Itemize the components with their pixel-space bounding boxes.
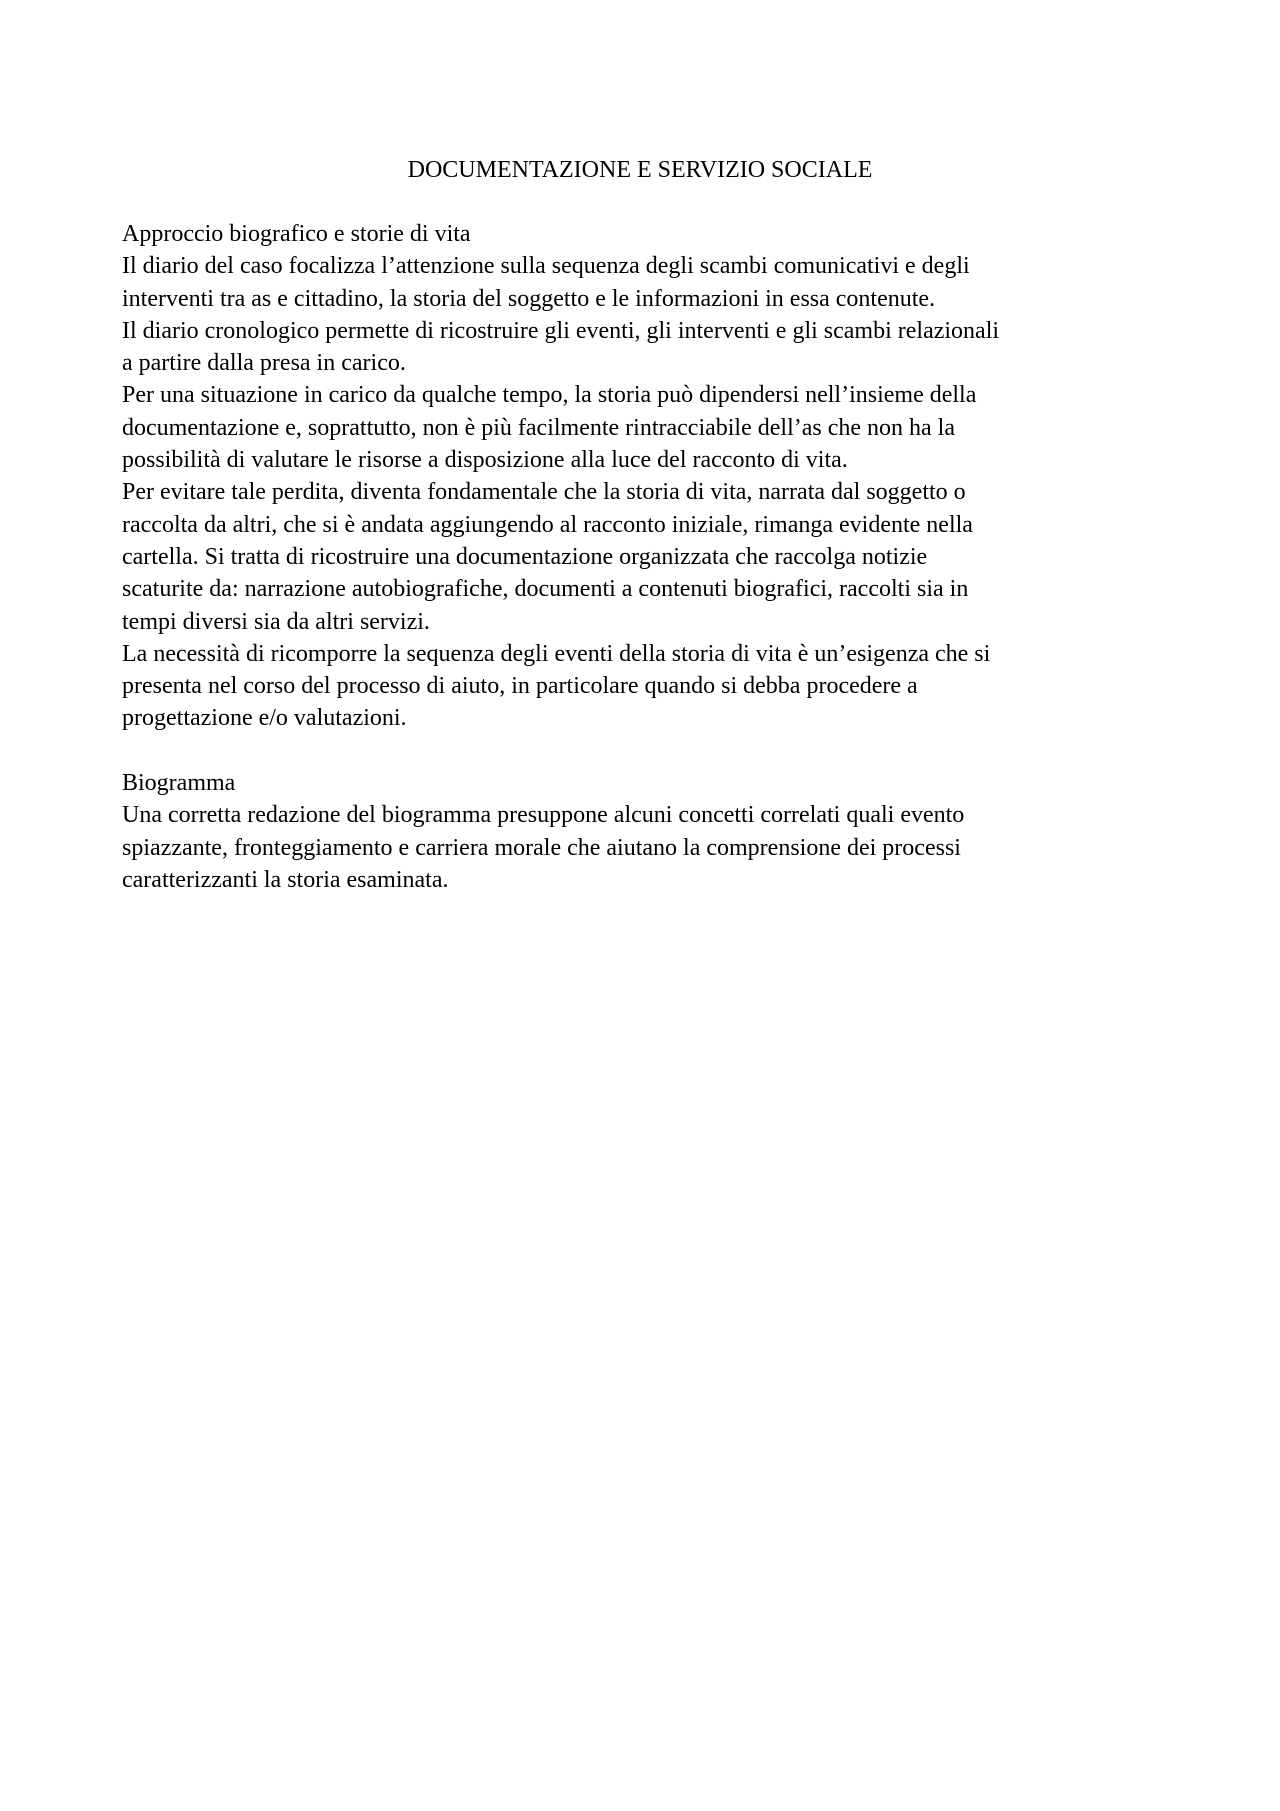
section-spacer [122,735,1162,767]
text-line: Il diario del caso focalizza l’attenzione sulla sequenza degli scambi comunicativi e degli [122,253,970,280]
paragraph [122,379,1162,476]
text-line: documentazione e, soprattutto, non è più facilmente rintracciabile dell’as che non ha la [122,414,956,441]
section-heading [122,218,1162,250]
text-line: La necessità di ricomporre la sequenza degli eventi della storia di vita è un’esigenza che si [122,640,991,667]
text-line: interventi tra as e cittadino, la storia del soggetto e le informazioni in essa contenute. [122,285,936,312]
document-body [122,218,1162,896]
paragraph [122,476,1162,637]
paragraph [122,250,1162,315]
text-line: spiazzante, fronteggiamento e carriera morale che aiutano la comprensione dei processi [122,834,961,861]
text-line: presenta nel corso del processo di aiuto, in particolare quando si debba procedere a [122,673,918,700]
section-heading [122,767,1162,799]
document-title: DOCUMENTAZIONE E SERVIZIO SOCIALE [407,157,873,183]
text-line: a partire dalla presa in carico. [122,350,406,377]
section-approccio-biografico [122,218,1162,735]
heading-line: Approccio biografico e storie di vita [122,221,471,247]
paragraph [122,799,1162,896]
section-biogramma [122,767,1162,896]
paragraph [122,638,1162,735]
text-line: tempi diversi sia da altri servizi. [122,608,430,635]
text-line: progettazione e/o valutazioni. [122,705,407,732]
text-line: possibilità di valutare le risorse a disposizione alla luce del racconto di vita. [122,447,848,474]
text-line: cartella. Si tratta di ricostruire una documentazione organizzata che raccolga notizie [122,543,928,570]
heading-line: Biogramma [122,770,236,797]
text-line: raccolta da altri, che si è andata aggiungendo al racconto iniziale, rimanga evidente nella [122,511,973,538]
text-line: Per evitare tale perdita, diventa fondamentale che la storia di vita, narrata dal soggetto o [122,479,966,506]
text-line: Il diario cronologico permette di ricostruire gli eventi, gli interventi e gli scambi relazionali [122,317,1000,344]
text-line: scaturite da: narrazione autobiografiche, documenti a contenuti biografici, raccolti sia in [122,576,969,603]
text-line: caratterizzanti la storia esaminata. [122,866,449,893]
paragraph [122,315,1162,380]
text-line: Una corretta redazione del biogramma presuppone alcuni concetti correlati quali evento [122,802,965,829]
text-line: Per una situazione in carico da qualche tempo, la storia può dipendersi nell’insieme della [122,382,977,409]
